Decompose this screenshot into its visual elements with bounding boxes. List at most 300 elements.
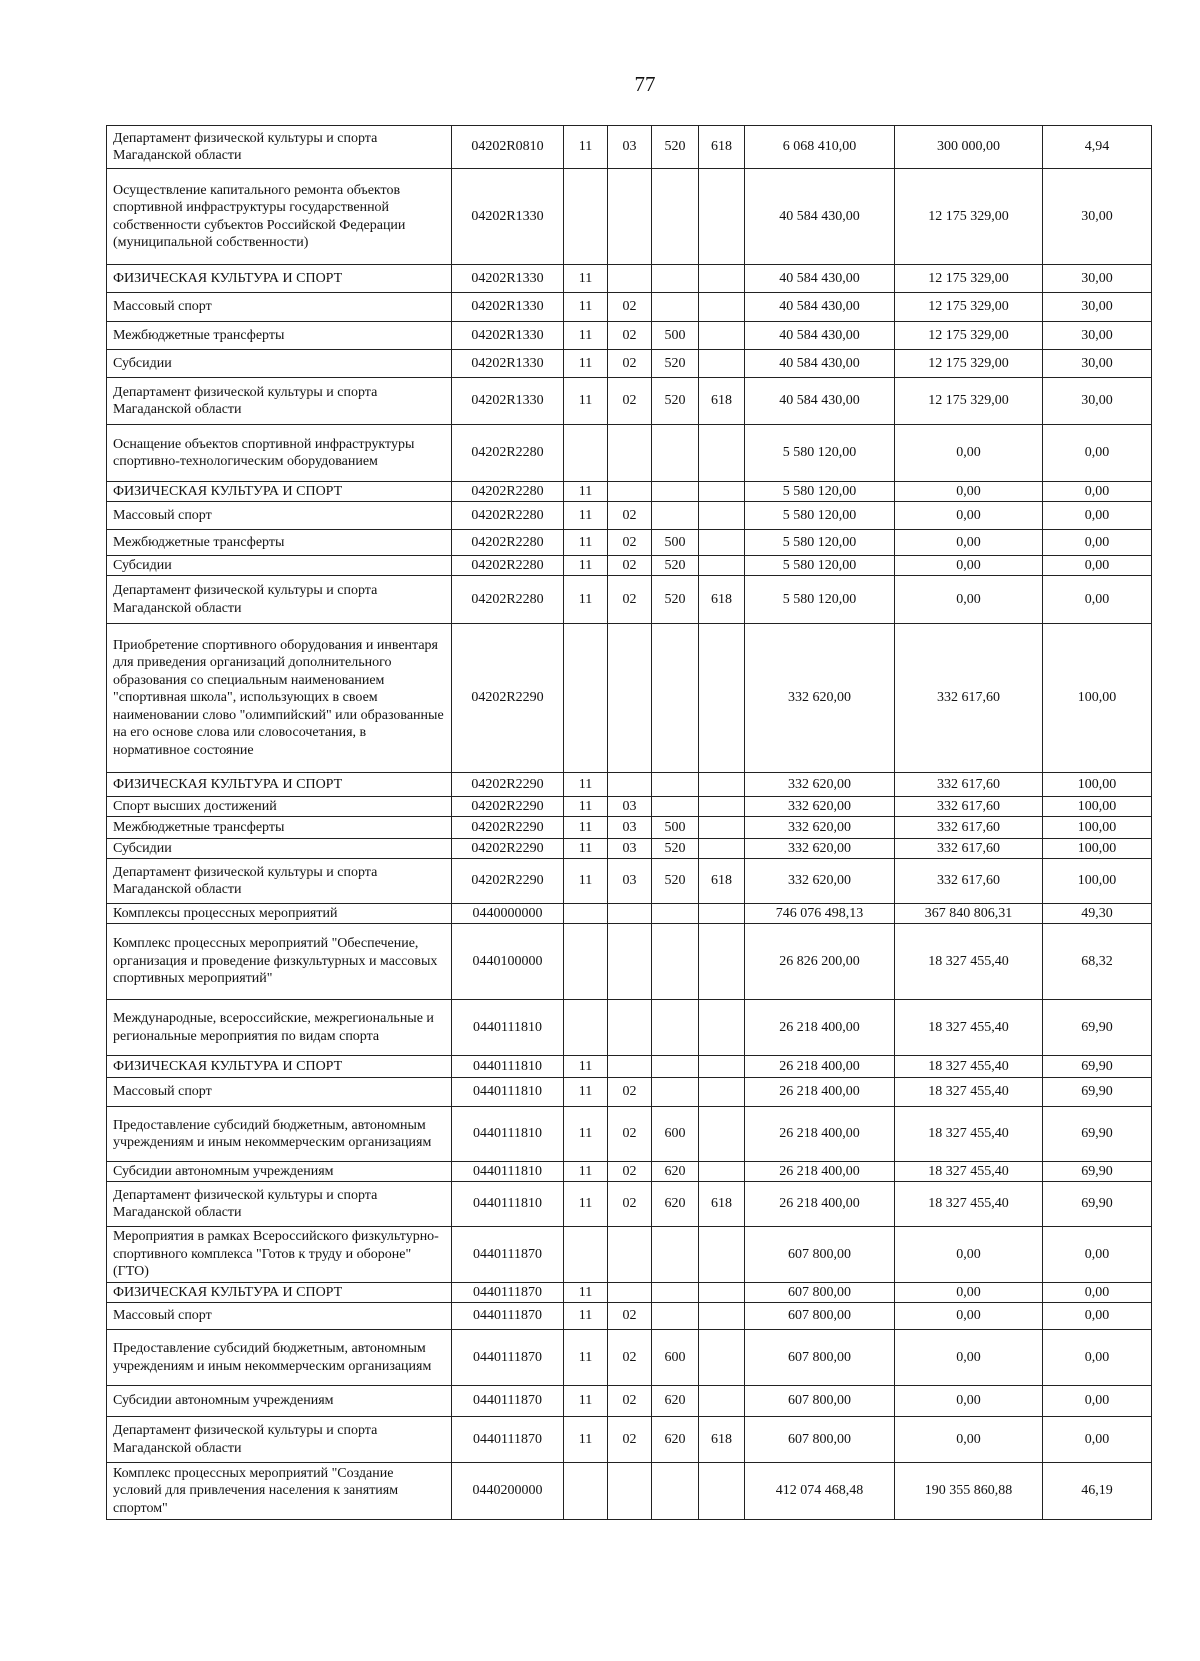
row-expense-type (652, 1283, 699, 1303)
row-expense-type: 520 (652, 350, 699, 378)
row-administrator: 618 (699, 378, 745, 425)
row-administrator (699, 1330, 745, 1386)
row-executed-amount: 190 355 860,88 (895, 1463, 1043, 1520)
row-section (564, 1227, 608, 1283)
row-section: 11 (564, 502, 608, 530)
row-execution-percent: 30,00 (1043, 265, 1152, 293)
row-executed-amount: 18 327 455,40 (895, 1056, 1043, 1078)
row-section: 11 (564, 126, 608, 169)
row-administrator (699, 1283, 745, 1303)
row-planned-amount: 26 218 400,00 (745, 1162, 895, 1182)
row-target-code: 0440111810 (452, 1162, 564, 1182)
row-section: 11 (564, 293, 608, 322)
row-expense-type: 520 (652, 859, 699, 904)
row-expense-type (652, 624, 699, 773)
row-planned-amount: 5 580 120,00 (745, 482, 895, 502)
row-expense-type: 620 (652, 1386, 699, 1417)
row-subsection: 02 (608, 530, 652, 556)
row-section: 11 (564, 1386, 608, 1417)
row-executed-amount: 300 000,00 (895, 126, 1043, 169)
row-subsection (608, 1283, 652, 1303)
row-subsection (608, 904, 652, 924)
table-row (107, 1107, 1152, 1162)
row-execution-percent: 30,00 (1043, 350, 1152, 378)
row-subsection (608, 265, 652, 293)
row-section: 11 (564, 773, 608, 797)
row-section: 11 (564, 839, 608, 859)
row-planned-amount: 332 620,00 (745, 859, 895, 904)
row-execution-percent: 0,00 (1043, 576, 1152, 624)
row-planned-amount: 26 218 400,00 (745, 1107, 895, 1162)
row-planned-amount: 607 800,00 (745, 1303, 895, 1330)
row-subsection: 02 (608, 378, 652, 425)
row-execution-percent: 0,00 (1043, 482, 1152, 502)
row-administrator: 618 (699, 859, 745, 904)
row-execution-percent: 0,00 (1043, 1330, 1152, 1386)
row-section: 11 (564, 482, 608, 502)
row-planned-amount: 40 584 430,00 (745, 378, 895, 425)
row-executed-amount: 12 175 329,00 (895, 322, 1043, 350)
budget-table (106, 125, 1152, 1520)
row-execution-percent: 46,19 (1043, 1463, 1152, 1520)
row-executed-amount: 0,00 (895, 502, 1043, 530)
row-target-code: 04202R2290 (452, 797, 564, 817)
row-administrator (699, 482, 745, 502)
row-expense-type (652, 482, 699, 502)
table-row (107, 126, 1152, 169)
row-administrator: 618 (699, 126, 745, 169)
row-expense-type (652, 1227, 699, 1283)
row-section: 11 (564, 378, 608, 425)
row-execution-percent: 4,94 (1043, 126, 1152, 169)
row-planned-amount: 607 800,00 (745, 1283, 895, 1303)
row-executed-amount: 332 617,60 (895, 817, 1043, 839)
row-planned-amount: 26 218 400,00 (745, 1182, 895, 1227)
row-administrator (699, 1000, 745, 1056)
row-subsection (608, 169, 652, 265)
row-execution-percent: 100,00 (1043, 773, 1152, 797)
row-planned-amount: 26 218 400,00 (745, 1056, 895, 1078)
row-target-code: 0440200000 (452, 1463, 564, 1520)
table-row (107, 624, 1152, 773)
row-execution-percent: 100,00 (1043, 817, 1152, 839)
row-target-code: 0440100000 (452, 924, 564, 1000)
table-row (107, 322, 1152, 350)
row-administrator (699, 1056, 745, 1078)
row-administrator (699, 817, 745, 839)
row-expense-type: 520 (652, 126, 699, 169)
row-subsection (608, 425, 652, 482)
row-expense-type (652, 1463, 699, 1520)
row-planned-amount: 5 580 120,00 (745, 530, 895, 556)
row-execution-percent: 100,00 (1043, 859, 1152, 904)
row-planned-amount: 26 826 200,00 (745, 924, 895, 1000)
row-section: 11 (564, 1303, 608, 1330)
row-section: 11 (564, 1078, 608, 1107)
row-expense-type (652, 265, 699, 293)
row-name: Предоставление субсидий бюджетным, автономным учреждениям и иным некоммерческим организациям (107, 1330, 452, 1386)
row-expense-type: 620 (652, 1182, 699, 1227)
table-row (107, 576, 1152, 624)
row-planned-amount: 40 584 430,00 (745, 350, 895, 378)
row-subsection: 03 (608, 859, 652, 904)
row-name: Департамент физической культуры и спорта Магаданской области (107, 1417, 452, 1463)
row-execution-percent: 69,90 (1043, 1162, 1152, 1182)
row-target-code: 04202R2280 (452, 502, 564, 530)
row-section: 11 (564, 797, 608, 817)
row-section: 11 (564, 817, 608, 839)
row-execution-percent: 69,90 (1043, 1182, 1152, 1227)
row-subsection: 02 (608, 1417, 652, 1463)
row-subsection: 03 (608, 817, 652, 839)
row-execution-percent: 100,00 (1043, 797, 1152, 817)
row-section (564, 904, 608, 924)
row-executed-amount: 0,00 (895, 530, 1043, 556)
row-name: Международные, всероссийские, межрегиональные и региональные мероприятия по видам спорта (107, 1000, 452, 1056)
table-row (107, 1463, 1152, 1520)
row-name: Массовый спорт (107, 1303, 452, 1330)
row-subsection (608, 773, 652, 797)
page-number: 77 (634, 72, 656, 96)
row-subsection: 03 (608, 126, 652, 169)
row-execution-percent: 69,90 (1043, 1078, 1152, 1107)
row-execution-percent: 0,00 (1043, 530, 1152, 556)
row-planned-amount: 40 584 430,00 (745, 265, 895, 293)
row-subsection: 02 (608, 293, 652, 322)
row-target-code: 0440111870 (452, 1303, 564, 1330)
table-row (107, 797, 1152, 817)
row-section: 11 (564, 1417, 608, 1463)
row-expense-type (652, 1303, 699, 1330)
row-execution-percent: 30,00 (1043, 169, 1152, 265)
row-administrator (699, 773, 745, 797)
table-row (107, 293, 1152, 322)
row-target-code: 04202R1330 (452, 293, 564, 322)
row-planned-amount: 40 584 430,00 (745, 169, 895, 265)
row-executed-amount: 18 327 455,40 (895, 1182, 1043, 1227)
row-administrator (699, 1303, 745, 1330)
row-execution-percent: 69,90 (1043, 1056, 1152, 1078)
row-name: ФИЗИЧЕСКАЯ КУЛЬТУРА И СПОРТ (107, 1283, 452, 1303)
row-name: Массовый спорт (107, 293, 452, 322)
row-administrator (699, 797, 745, 817)
row-expense-type: 500 (652, 530, 699, 556)
table-row (107, 1330, 1152, 1386)
row-section: 11 (564, 1107, 608, 1162)
row-executed-amount: 0,00 (895, 1283, 1043, 1303)
row-subsection: 02 (608, 1386, 652, 1417)
table-row (107, 378, 1152, 425)
row-name: Субсидии (107, 556, 452, 576)
row-section (564, 169, 608, 265)
row-planned-amount: 5 580 120,00 (745, 502, 895, 530)
row-subsection: 02 (608, 350, 652, 378)
row-subsection (608, 1000, 652, 1056)
row-name: Межбюджетные трансферты (107, 322, 452, 350)
table-row (107, 350, 1152, 378)
row-planned-amount: 332 620,00 (745, 797, 895, 817)
row-administrator: 618 (699, 1182, 745, 1227)
row-subsection: 02 (608, 1162, 652, 1182)
row-target-code: 0440111870 (452, 1330, 564, 1386)
row-name: Департамент физической культуры и спорта Магаданской области (107, 126, 452, 169)
row-expense-type (652, 773, 699, 797)
row-expense-type (652, 1000, 699, 1056)
row-section (564, 924, 608, 1000)
row-planned-amount: 746 076 498,13 (745, 904, 895, 924)
row-planned-amount: 332 620,00 (745, 817, 895, 839)
row-target-code: 0440111810 (452, 1056, 564, 1078)
row-execution-percent: 49,30 (1043, 904, 1152, 924)
row-section (564, 1463, 608, 1520)
row-name: ФИЗИЧЕСКАЯ КУЛЬТУРА И СПОРТ (107, 1056, 452, 1078)
row-target-code: 04202R2290 (452, 773, 564, 797)
row-administrator (699, 425, 745, 482)
row-planned-amount: 607 800,00 (745, 1417, 895, 1463)
row-administrator (699, 904, 745, 924)
row-executed-amount: 332 617,60 (895, 773, 1043, 797)
row-target-code: 04202R1330 (452, 265, 564, 293)
table-row (107, 1056, 1152, 1078)
row-executed-amount: 0,00 (895, 556, 1043, 576)
row-section: 11 (564, 1162, 608, 1182)
row-target-code: 04202R2280 (452, 530, 564, 556)
row-name: Осуществление капитального ремонта объектов спортивной инфраструктуры государственной собственности субъектов Российской Федерации (муниципальной собственности) (107, 169, 452, 265)
row-administrator (699, 839, 745, 859)
row-target-code: 0440111810 (452, 1078, 564, 1107)
table-row (107, 1000, 1152, 1056)
row-name: Департамент физической культуры и спорта Магаданской области (107, 859, 452, 904)
row-name: Субсидии (107, 350, 452, 378)
row-name: ФИЗИЧЕСКАЯ КУЛЬТУРА И СПОРТ (107, 482, 452, 502)
row-section (564, 624, 608, 773)
row-executed-amount: 0,00 (895, 1386, 1043, 1417)
row-section: 11 (564, 1283, 608, 1303)
row-name: Субсидии автономным учреждениям (107, 1386, 452, 1417)
row-subsection: 02 (608, 556, 652, 576)
row-administrator: 618 (699, 1417, 745, 1463)
row-target-code: 04202R2290 (452, 859, 564, 904)
row-section: 11 (564, 556, 608, 576)
row-target-code: 04202R2280 (452, 425, 564, 482)
row-executed-amount: 332 617,60 (895, 797, 1043, 817)
table-row (107, 1417, 1152, 1463)
row-execution-percent: 30,00 (1043, 378, 1152, 425)
row-name: Массовый спорт (107, 1078, 452, 1107)
row-expense-type (652, 293, 699, 322)
row-execution-percent: 0,00 (1043, 425, 1152, 482)
row-executed-amount: 0,00 (895, 482, 1043, 502)
row-subsection (608, 1056, 652, 1078)
row-administrator (699, 350, 745, 378)
row-expense-type (652, 502, 699, 530)
row-target-code: 04202R2290 (452, 817, 564, 839)
row-name: Субсидии автономным учреждениям (107, 1162, 452, 1182)
row-administrator (699, 1107, 745, 1162)
row-executed-amount: 12 175 329,00 (895, 293, 1043, 322)
row-target-code: 04202R1330 (452, 322, 564, 350)
row-execution-percent: 0,00 (1043, 1303, 1152, 1330)
table-row (107, 904, 1152, 924)
table-row (107, 1386, 1152, 1417)
row-subsection: 03 (608, 797, 652, 817)
row-execution-percent: 0,00 (1043, 502, 1152, 530)
row-executed-amount: 18 327 455,40 (895, 924, 1043, 1000)
row-section: 11 (564, 530, 608, 556)
row-name: Приобретение спортивного оборудования и инвентаря для приведения организаций дополнительного образования со специальным наименованием "спортивная школа", использующих в своем наименовании слово "олимпийский" или образованные на его основе слова или словосочетания, в нормативное состояние (107, 624, 452, 773)
row-planned-amount: 332 620,00 (745, 773, 895, 797)
row-target-code: 0440111810 (452, 1000, 564, 1056)
row-subsection: 02 (608, 1078, 652, 1107)
row-administrator (699, 1162, 745, 1182)
row-name: Комплекс процессных мероприятий "Обеспечение, организация и проведение физкультурных и массовых спортивных мероприятий" (107, 924, 452, 1000)
row-target-code: 04202R1330 (452, 350, 564, 378)
row-execution-percent: 69,90 (1043, 1000, 1152, 1056)
row-section: 11 (564, 1330, 608, 1386)
row-section: 11 (564, 576, 608, 624)
row-executed-amount: 332 617,60 (895, 839, 1043, 859)
row-executed-amount: 0,00 (895, 576, 1043, 624)
row-administrator (699, 1227, 745, 1283)
row-name: Мероприятия в рамках Всероссийского физкультурно-спортивного комплекса "Готов к труду и обороне" (ГТО) (107, 1227, 452, 1283)
row-expense-type: 500 (652, 322, 699, 350)
row-execution-percent: 30,00 (1043, 322, 1152, 350)
row-target-code: 0440111870 (452, 1417, 564, 1463)
row-planned-amount: 607 800,00 (745, 1227, 895, 1283)
row-execution-percent: 0,00 (1043, 1283, 1152, 1303)
row-execution-percent: 100,00 (1043, 624, 1152, 773)
row-execution-percent: 30,00 (1043, 293, 1152, 322)
row-name: Предоставление субсидий бюджетным, автономным учреждениям и иным некоммерческим организациям (107, 1107, 452, 1162)
table-row (107, 265, 1152, 293)
row-target-code: 04202R2290 (452, 624, 564, 773)
row-execution-percent: 0,00 (1043, 1386, 1152, 1417)
row-section: 11 (564, 350, 608, 378)
row-execution-percent: 68,32 (1043, 924, 1152, 1000)
row-executed-amount: 12 175 329,00 (895, 350, 1043, 378)
row-name: Департамент физической культуры и спорта Магаданской области (107, 1182, 452, 1227)
row-name: Массовый спорт (107, 502, 452, 530)
row-name: Оснащение объектов спортивной инфраструктуры спортивно-технологическим оборудованием (107, 425, 452, 482)
row-expense-type: 520 (652, 378, 699, 425)
row-administrator (699, 293, 745, 322)
row-expense-type: 520 (652, 576, 699, 624)
row-executed-amount: 0,00 (895, 1330, 1043, 1386)
row-target-code: 0440000000 (452, 904, 564, 924)
row-administrator: 618 (699, 576, 745, 624)
row-expense-type (652, 169, 699, 265)
row-section (564, 1000, 608, 1056)
row-section: 11 (564, 265, 608, 293)
table-row (107, 924, 1152, 1000)
row-expense-type: 620 (652, 1162, 699, 1182)
table-row (107, 556, 1152, 576)
row-expense-type (652, 924, 699, 1000)
row-expense-type: 520 (652, 556, 699, 576)
row-administrator (699, 924, 745, 1000)
row-planned-amount: 26 218 400,00 (745, 1000, 895, 1056)
row-expense-type (652, 904, 699, 924)
row-section: 11 (564, 1182, 608, 1227)
row-name: Спорт высших достижений (107, 797, 452, 817)
row-executed-amount: 12 175 329,00 (895, 378, 1043, 425)
row-executed-amount: 18 327 455,40 (895, 1107, 1043, 1162)
table-row (107, 1283, 1152, 1303)
row-executed-amount: 12 175 329,00 (895, 265, 1043, 293)
row-section: 11 (564, 1056, 608, 1078)
row-administrator (699, 1386, 745, 1417)
row-name: Межбюджетные трансферты (107, 817, 452, 839)
row-planned-amount: 40 584 430,00 (745, 322, 895, 350)
row-executed-amount: 0,00 (895, 1417, 1043, 1463)
table-row (107, 169, 1152, 265)
row-subsection: 02 (608, 322, 652, 350)
row-expense-type (652, 797, 699, 817)
row-name: Субсидии (107, 839, 452, 859)
row-name: Межбюджетные трансферты (107, 530, 452, 556)
row-planned-amount: 6 068 410,00 (745, 126, 895, 169)
row-administrator (699, 1078, 745, 1107)
row-subsection (608, 482, 652, 502)
row-subsection: 03 (608, 839, 652, 859)
table-row (107, 1227, 1152, 1283)
table-row (107, 773, 1152, 797)
row-subsection: 02 (608, 1107, 652, 1162)
row-expense-type: 520 (652, 839, 699, 859)
row-planned-amount: 607 800,00 (745, 1386, 895, 1417)
row-administrator (699, 530, 745, 556)
table-row (107, 425, 1152, 482)
row-expense-type (652, 1078, 699, 1107)
row-target-code: 04202R1330 (452, 169, 564, 265)
row-target-code: 04202R2280 (452, 556, 564, 576)
row-target-code: 04202R0810 (452, 126, 564, 169)
row-target-code: 0440111810 (452, 1182, 564, 1227)
row-executed-amount: 367 840 806,31 (895, 904, 1043, 924)
row-subsection: 02 (608, 576, 652, 624)
row-administrator (699, 502, 745, 530)
row-executed-amount: 0,00 (895, 1303, 1043, 1330)
row-target-code: 04202R2290 (452, 839, 564, 859)
row-administrator (699, 1463, 745, 1520)
row-planned-amount: 332 620,00 (745, 624, 895, 773)
row-execution-percent: 100,00 (1043, 839, 1152, 859)
table-row (107, 502, 1152, 530)
row-subsection (608, 1463, 652, 1520)
row-expense-type: 600 (652, 1107, 699, 1162)
row-section: 11 (564, 859, 608, 904)
row-subsection (608, 624, 652, 773)
row-executed-amount: 0,00 (895, 425, 1043, 482)
table-row (107, 530, 1152, 556)
row-target-code: 0440111870 (452, 1386, 564, 1417)
row-execution-percent: 69,90 (1043, 1107, 1152, 1162)
row-planned-amount: 332 620,00 (745, 839, 895, 859)
row-planned-amount: 40 584 430,00 (745, 293, 895, 322)
row-subsection: 02 (608, 1330, 652, 1386)
row-executed-amount: 332 617,60 (895, 624, 1043, 773)
row-target-code: 04202R2280 (452, 482, 564, 502)
row-section: 11 (564, 322, 608, 350)
row-execution-percent: 0,00 (1043, 1227, 1152, 1283)
row-planned-amount: 412 074 468,48 (745, 1463, 895, 1520)
row-expense-type: 500 (652, 817, 699, 839)
row-target-code: 04202R1330 (452, 378, 564, 425)
row-expense-type (652, 425, 699, 482)
row-execution-percent: 0,00 (1043, 1417, 1152, 1463)
row-subsection (608, 1227, 652, 1283)
row-name: Комплекс процессных мероприятий "Создание условий для привлечения населения к занятиям спортом" (107, 1463, 452, 1520)
